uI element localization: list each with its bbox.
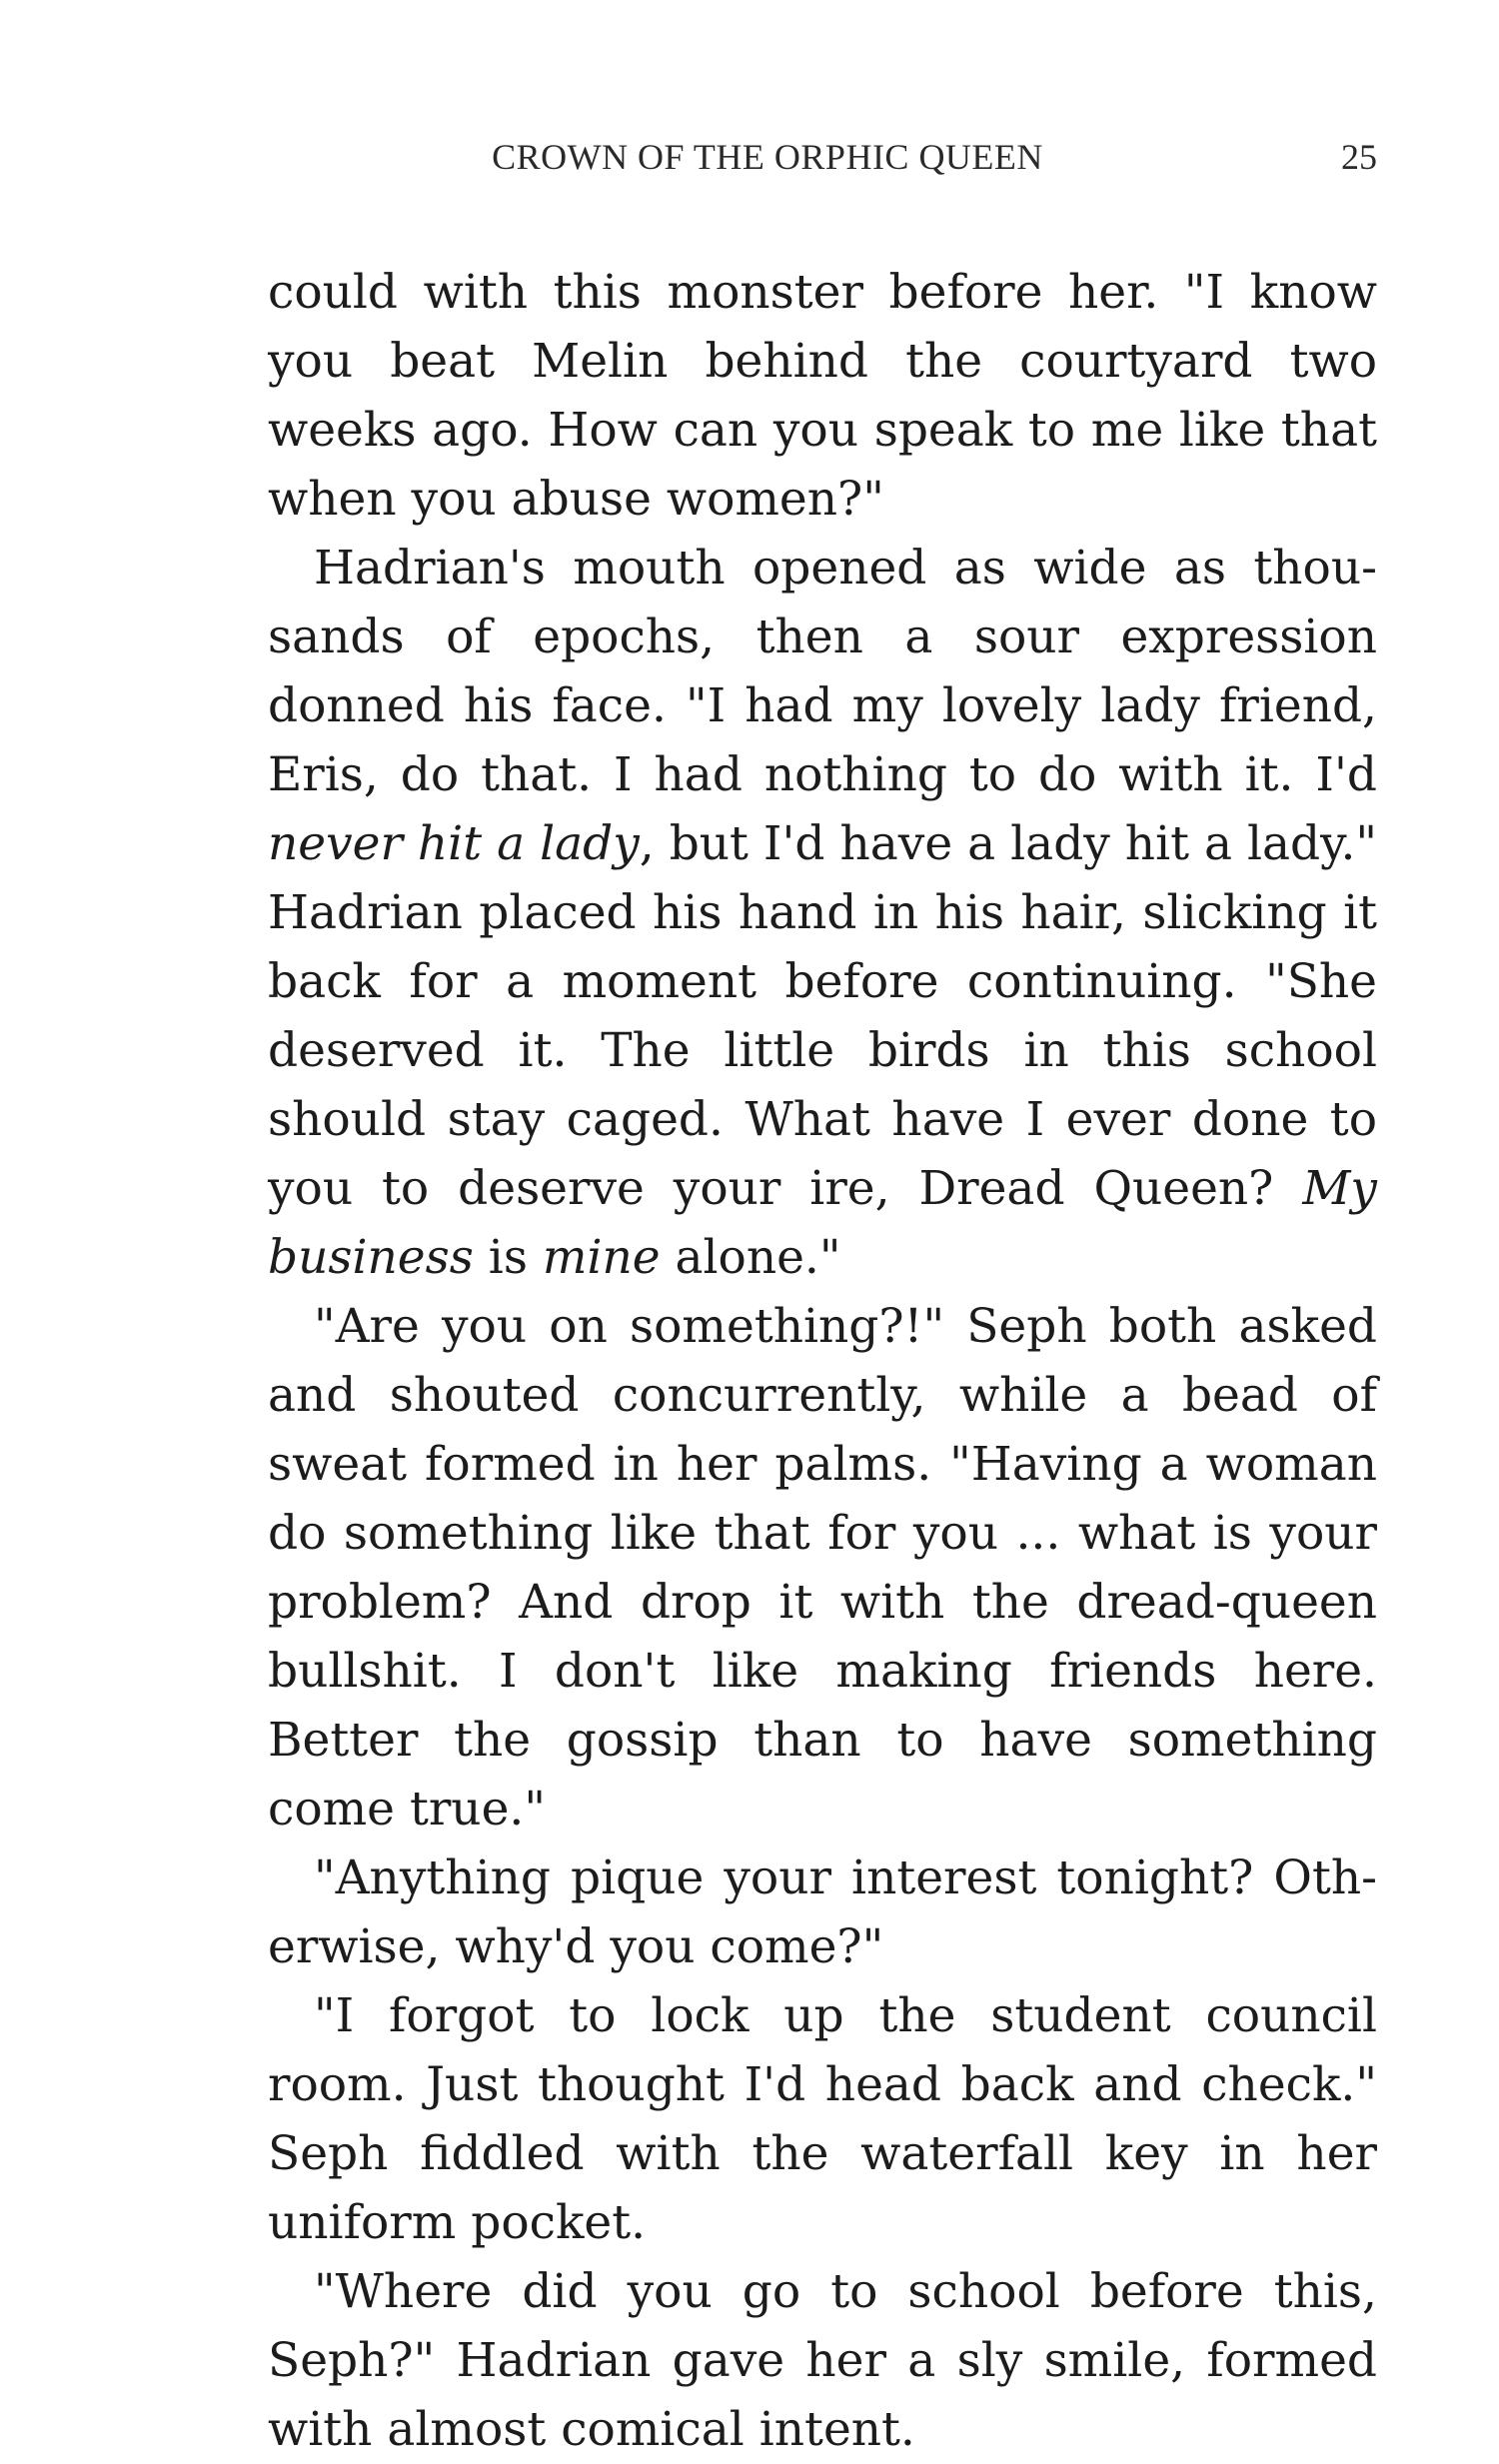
- text-run: alone.": [660, 1230, 841, 1285]
- paragraph: [268, 258, 1377, 534]
- text-run: "I forgot to lock up the student council room. Just thought I'd head back and check." Seph fiddled with the waterfall key in her uniform pocket.: [268, 1988, 1377, 2250]
- paragraph: [268, 1981, 1377, 2257]
- book-title: CROWN OF THE ORPHIC QUEEN: [492, 137, 1043, 177]
- text-run: could with this monster before her. "I know you beat Melin behind the courtyard two weeks ago. How can you speak to me like that when you abuse women?": [268, 265, 1377, 527]
- italic-text-run: never hit a lady: [268, 816, 640, 871]
- italic-text-run: mine: [542, 1230, 661, 1285]
- text-run: "Anything pique your interest tonight? Otherwise, why'd you come?": [268, 1850, 1377, 1974]
- text-run: Hadrian's mouth opened as wide as thousands of epochs, then a sour expression donned his face. "I had my lovely lady friend, Eris, do that. I had nothing to do with it. I'd: [268, 541, 1377, 802]
- text-run: "Are you on something?!" Seph both asked and shouted concurrently, while a bead of sweat formed in her palms. "Having a woman do something like that for you ... what is your problem? And drop it with the dread-queen bullshit. I don't like making friends here. Better the gossip than to have something come true.": [268, 1299, 1377, 1837]
- italic-text-run: My business: [268, 1161, 1377, 1285]
- paragraph: [268, 1292, 1377, 1844]
- text-run: "Where did you go to school before this, Seph?" Hadrian gave her a sly smile, formed with almost comical intent.: [268, 2264, 1377, 2457]
- running-header: [268, 136, 1377, 188]
- paragraph: [268, 534, 1377, 1292]
- paragraph: [268, 1844, 1377, 1981]
- body-text: [268, 258, 1377, 2464]
- paragraph: [268, 2257, 1377, 2464]
- page-number: 25: [1341, 137, 1377, 177]
- text-run: is: [473, 1230, 543, 1285]
- text-run: , but I'd have a lady hit a lady." Hadrian placed his hand in his hair, slicking it back for a moment before continuing. "She deserved it. The little birds in this school should stay caged. What have I ever done to you to deserve your ire, Dread Queen?: [268, 816, 1377, 1216]
